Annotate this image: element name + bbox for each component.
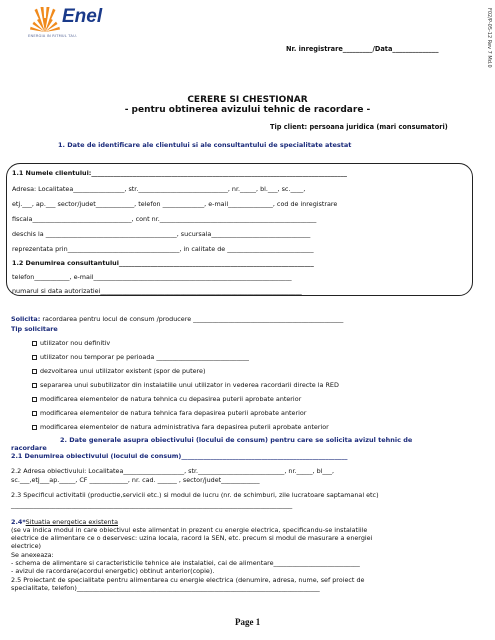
checkbox-icon[interactable]	[32, 341, 37, 346]
consultant-contact-field[interactable]: telefon___________, e-mail______________________________________________________________	[12, 273, 292, 281]
enel-sun-logo-icon	[28, 4, 62, 34]
brand-logo-text: Enel	[62, 6, 103, 27]
checkbox-icon[interactable]	[32, 355, 37, 360]
annex-previous-approval: - avizul de racordare(acordul energetic) obtinut anterior(copie).	[11, 567, 215, 575]
client-address-field[interactable]: Adresa: Localitatea________________, str.____________________________, nr._____, bl.___, sc.____,	[12, 185, 306, 193]
option-separation[interactable]: separarea unui subutilizator din instalatiile unui utilizator in vederea racordarii directe la RED	[32, 381, 339, 389]
section-2-heading: 2. Date generale asupra obiectivului (locului de consum) pentru care se solicita avizul tehnic de	[60, 436, 413, 444]
client-contact-field[interactable]: etj.___, ap.___ sector/judet____________, telefon _____________, e-mail______________, cod de inregistrare	[12, 200, 338, 208]
energy-situation-desc-2: electrice de alimentare ce o deservesc: uzina locala, racord la SEN, etc. precum si modul de masurare a energiei	[11, 534, 373, 542]
client-type: Tip client: persoana juridica (mari consumatori)	[270, 123, 448, 131]
registration-number-date: Nr. inregistrare_________/Data______________	[286, 45, 439, 53]
request-location-field[interactable]: Solicita: racordarea pentru locul de consum /producere _______________________________________________	[11, 315, 344, 323]
checkbox-icon[interactable]	[32, 369, 37, 374]
section-2-heading-cont: racordare	[11, 444, 47, 452]
section-1-heading: 1. Date de identificare ale clientului si ale consultantului de specialitate atestat	[58, 141, 352, 149]
checkbox-icon[interactable]	[32, 383, 37, 388]
energy-situation-desc-1: (se va indica modul in care obiectivul este alimentat in prezent cu energie electrica, specificandu-se instalatiile	[11, 526, 368, 534]
activity-specifics-field[interactable]: ________________________________________________________________________________________	[11, 501, 293, 509]
objective-name-field[interactable]: 2.1 Denumirea obiectivului (locului de consum)____________________________________________________	[11, 452, 348, 460]
checkbox-icon[interactable]	[32, 411, 37, 416]
page-subtitle: - pentru obtinerea avizului tehnic de racordare -	[124, 105, 371, 115]
brand-slogan: ENERGIA IN RITMUL TAU.	[28, 34, 78, 38]
client-representative-field[interactable]: reprezentata prin___________________________________, in calitate de ___________________________	[12, 245, 314, 253]
activity-specifics-label: 2.3 Specificul activitatii (productie,servicii etc.) si modul de lucru (nr. de schimburi, zile lucratoare saptamanal etc)	[11, 491, 379, 499]
client-name-field[interactable]: 1.1 Numele clientului:________________________________________________________________________________	[12, 169, 347, 177]
energy-situation-heading: 2.4*Situatia energetica existenta	[11, 518, 118, 526]
client-fiscal-field[interactable]: fiscala_______________________________, cont nr._________________________________________________	[12, 215, 317, 223]
page-title: CERERE SI CHESTIONAR	[187, 95, 308, 105]
option-tech-no-exceed[interactable]: modificarea elementelor de natura tehnica fara depasirea puterii aprobate anterior	[32, 409, 306, 417]
objective-address-field-cont[interactable]: sc.___,etj___ap._____, CF ____________, nr. cad. ______ , sector/judet____________	[11, 476, 260, 484]
annex-label: Se anexeaza:	[11, 551, 54, 559]
authorization-field[interactable]: numarul si data autorizatiei_______________________________________________________________	[12, 287, 302, 295]
form-code-vertical: F02/P-05-12 Rev 7 Md.0	[486, 8, 492, 68]
option-power-increase[interactable]: dezvoltarea unui utilizator existent (spor de putere)	[32, 367, 205, 375]
objective-address-field[interactable]: 2.2 Adresa obiectivului: Localitatea___________________, str.___________________________, nr._____, bl___,	[11, 467, 335, 475]
annex-schema-field[interactable]: - schema de alimentare si caracteristicile tehnice ale instalatiei, cai de alimentare___________________________	[11, 559, 360, 567]
option-new-permanent[interactable]: utilizator nou definitiv	[32, 339, 110, 347]
option-tech-exceed[interactable]: modificarea elementelor de natura tehnica cu depasirea puterii aprobate anterior	[32, 395, 301, 403]
designer-field[interactable]: specialitate, telefon)____________________________________________________________________________	[11, 584, 320, 592]
page-number: Page 1	[235, 617, 261, 627]
checkbox-icon[interactable]	[32, 425, 37, 430]
checkbox-icon[interactable]	[32, 397, 37, 402]
designer-label: 2.5 Proiectant de specialitate pentru alimentarea cu energie electrica (denumire, adresa, nume, sef proiect de	[11, 576, 365, 584]
option-new-temporary[interactable]: utilizator nou temporar pe perioada _____________________________	[32, 353, 249, 361]
consultant-name-field[interactable]: 1.2 Denumirea consultantului_____________________________________________________________	[12, 259, 314, 267]
option-admin-no-exceed[interactable]: modificarea elementelor de natura administrativa fara depasirea puterii aprobate anterior	[32, 423, 329, 431]
request-type-heading: Tip solicitare	[11, 325, 58, 333]
client-bank-field[interactable]: deschis la _________________________________________, sucursala_______________________________	[12, 230, 311, 238]
energy-situation-desc-3: electrice)	[11, 542, 41, 550]
